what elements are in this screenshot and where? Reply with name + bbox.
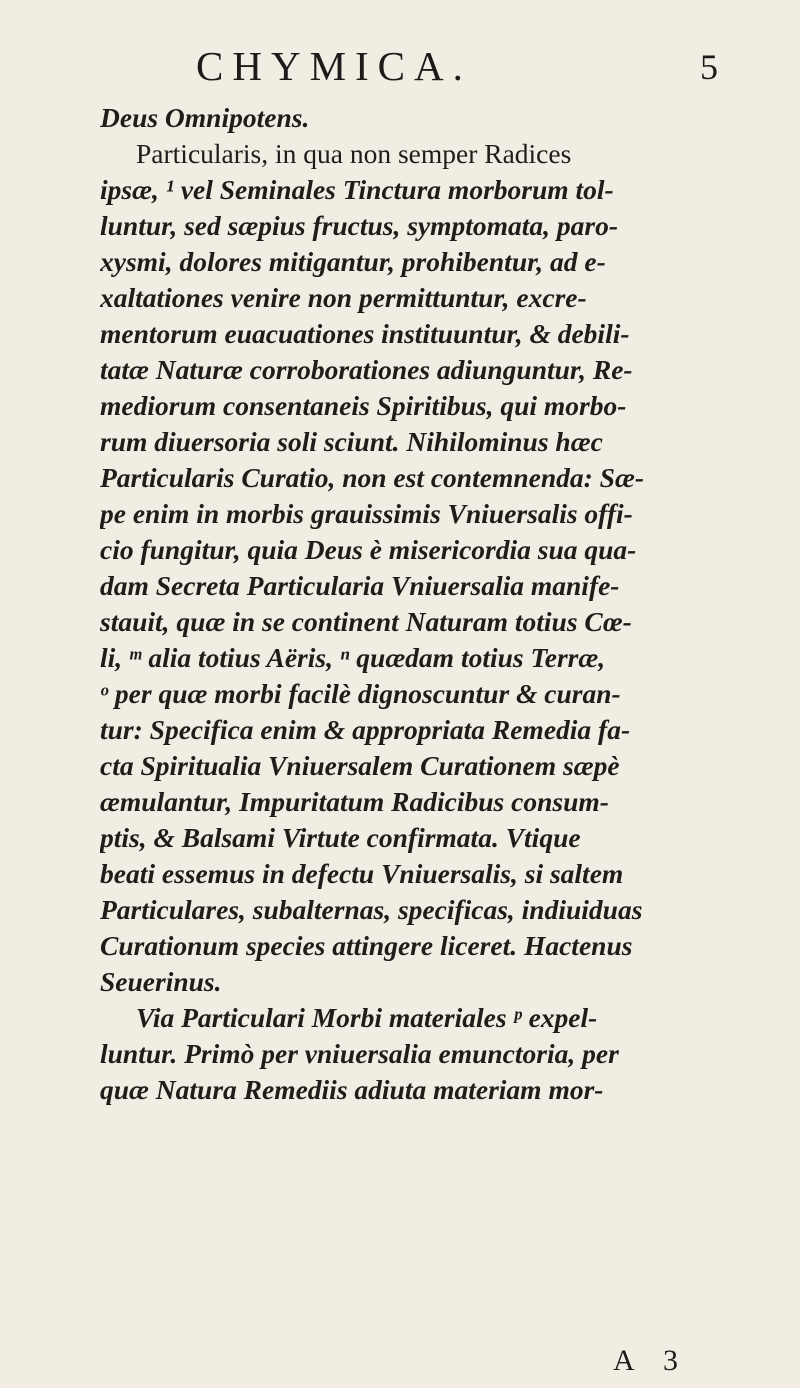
text-line: Particularis, in qua non semper Radices: [136, 138, 572, 169]
text-line: ᵒ per quæ morbi facilè dignoscuntur & curan-: [100, 678, 621, 709]
text-line: tur: Specifica enim & appropriata Remedia fa-: [100, 714, 631, 745]
text-line: tatæ Naturæ corroborationes adiunguntur, Re-: [100, 354, 633, 385]
text-line: rum diuersoria soli sciunt. Nihilominus hæc: [100, 426, 603, 457]
text-line: mediorum consentaneis Spiritibus, qui morbo-: [100, 390, 627, 421]
text-line: beati essemus in defectu Vniuersalis, si saltem: [100, 858, 624, 889]
text-line: quæ Natura Remediis adiuta materiam mor-: [100, 1074, 604, 1105]
body-text: [100, 100, 732, 1108]
text-line: cta Spiritualia Vniuersalem Curationem sæpè: [100, 750, 620, 781]
text-line: Seuerinus.: [100, 966, 222, 997]
text-line: pe enim in morbis grauissimis Vniuersalis offi-: [100, 498, 633, 529]
text-line: xaltationes venire non permittuntur, excre-: [100, 282, 587, 313]
text-line: Particulares, subalternas, specificas, indiuiduas: [100, 894, 643, 925]
text-line: Particularis Curatio, non est contemnenda: Sæ-: [100, 462, 644, 493]
text-line: xysmi, dolores mitigantur, prohibentur, ad e-: [100, 246, 606, 277]
text-line: ptis, & Balsami Virtute confirmata. Vtique: [100, 822, 581, 853]
text-line: luntur. Primò per vniuersalia emunctoria, per: [100, 1038, 619, 1069]
signature-mark: A: [613, 1344, 635, 1377]
text-line: æmulantur, Impuritatum Radicibus consum-: [100, 786, 609, 817]
text-line: stauit, quæ in se continent Naturam totius Cœ-: [100, 606, 632, 637]
text-line: Via Particulari Morbi materiales ᵖ expel-: [136, 1002, 598, 1033]
text-line: luntur, sed sæpius fructus, symptomata, paro-: [100, 210, 619, 241]
text-line: li, ᵐ alia totius Aëris, ⁿ quædam totius Terræ,: [100, 642, 606, 673]
text-line: Curationum species attingere liceret. Hactenus: [100, 930, 633, 961]
text-line: mentorum euacuationes instituuntur, & debili-: [100, 318, 630, 349]
text-line: ipsæ, ¹ vel Seminales Tinctura morborum tol-: [100, 174, 614, 205]
page-number: 5: [700, 47, 718, 87]
running-title: CHYMICA.: [196, 43, 472, 89]
signature-number: 3: [663, 1344, 678, 1377]
text-line: Deus Omnipotens.: [100, 102, 310, 133]
running-head: [0, 38, 800, 98]
text-line: cio fungitur, quia Deus è misericordia sua qua-: [100, 534, 637, 565]
text-line: dam Secreta Particularia Vniuersalia manife-: [100, 570, 620, 601]
